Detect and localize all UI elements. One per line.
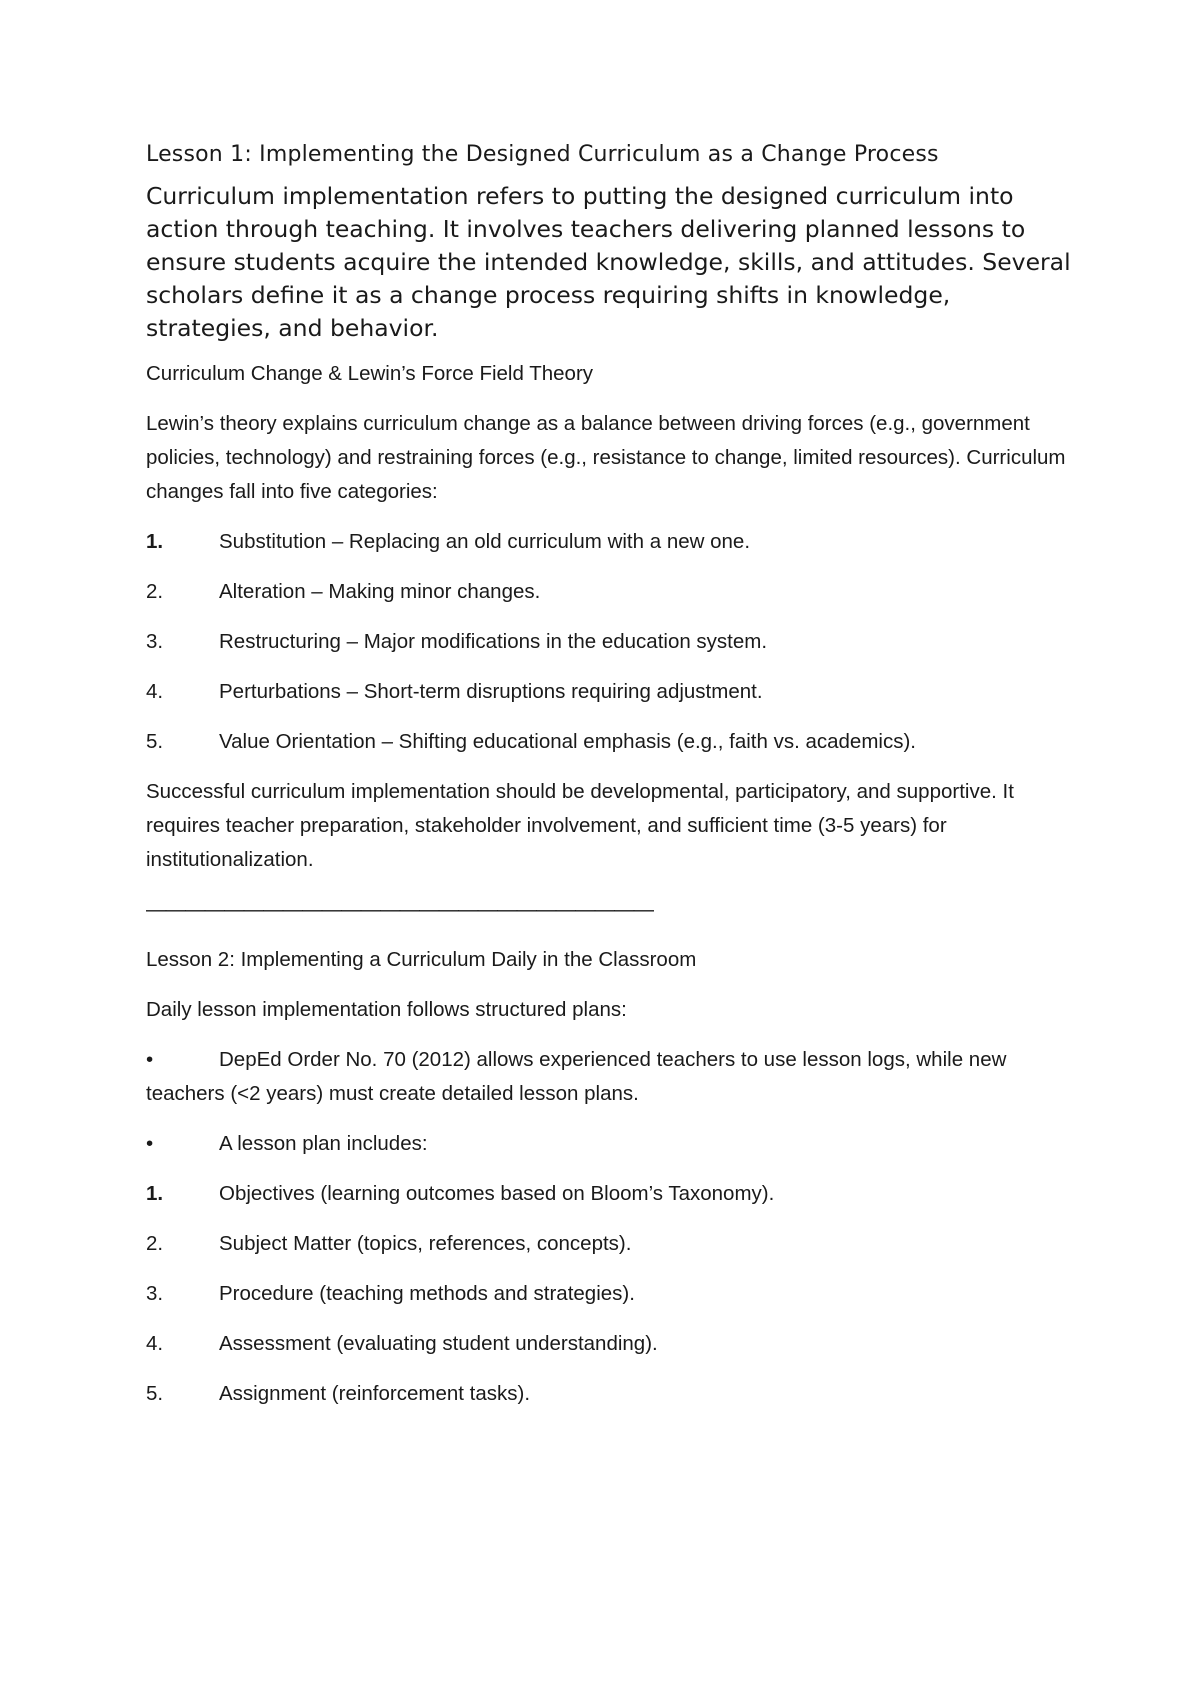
bullet-marker: •: [146, 1048, 154, 1071]
list-item: [146, 525, 1076, 559]
list-item: [146, 625, 1076, 659]
list-item-text: Subject Matter (topics, references, concepts).: [219, 1232, 632, 1255]
bullet-text: A lesson plan includes:: [219, 1132, 428, 1155]
lesson2-title: Lesson 2: Implementing a Curriculum Daily in the Classroom: [146, 948, 697, 971]
list-number: 4.: [146, 680, 164, 703]
list-item: [146, 1327, 1076, 1361]
list-item: [146, 1277, 1076, 1311]
list-item-text: Assignment (reinforcement tasks).: [219, 1382, 531, 1405]
list-item: [146, 725, 1076, 759]
lesson1-intro: Curriculum implementation refers to putting the designed curriculum into action through teaching. It involves teachers delivering planned lessons to ensure students acquire the intended knowledge, skills, and attitudes. Several scholars define it as a change process requiring shifts in knowledge, strategies, and behavior.: [146, 182, 1071, 342]
list-number: 3.: [146, 1282, 164, 1305]
list-item-text: Perturbations – Short-term disruptions requiring adjustment.: [219, 680, 763, 703]
list-item-text: Alteration – Making minor changes.: [219, 580, 541, 603]
list-number: 5.: [146, 730, 164, 753]
lesson-plan-parts-list: [146, 1177, 1076, 1411]
lesson1-conclusion: Successful curriculum implementation should be developmental, participatory, and supportive. It requires teacher preparation, stakeholder involvement, and sufficient time (3-5 years) for institutionalization.: [146, 780, 1014, 871]
bullet-text: DepEd Order No. 70 (2012) allows experienced teachers to use lesson logs, while new teachers (<2 years) must create detailed lesson plans.: [146, 1048, 1007, 1105]
lesson1-paragraph: Lewin’s theory explains curriculum change as a balance between driving forces (e.g., government policies, technology) and restraining forces (e.g., resistance to change, limited resources). Curriculum changes fall into five categories:: [146, 412, 1066, 503]
list-item-text: Value Orientation – Shifting educational emphasis (e.g., faith vs. academics).: [219, 730, 916, 753]
list-item: [146, 1177, 1076, 1211]
bullet-item: [146, 1127, 1076, 1161]
list-item: [146, 675, 1076, 709]
section-separator: ——————————————————————————: [146, 898, 653, 921]
list-item-text: Substitution – Replacing an old curriculum with a new one.: [219, 530, 751, 553]
list-item: [146, 1227, 1076, 1261]
list-number: 5.: [146, 1382, 164, 1405]
list-number: 1.: [146, 530, 164, 553]
list-item-text: Restructuring – Major modifications in the education system.: [219, 630, 768, 653]
list-number: 1.: [146, 1182, 164, 1205]
list-item: [146, 575, 1076, 609]
document-content: [146, 140, 1076, 1427]
list-item-text: Objectives (learning outcomes based on Bloom’s Taxonomy).: [219, 1182, 775, 1205]
bullet-item: [146, 1043, 1076, 1111]
list-item: [146, 1377, 1076, 1411]
list-number: 4.: [146, 1332, 164, 1355]
lesson1-title: Lesson 1: Implementing the Designed Curriculum as a Change Process: [146, 142, 939, 167]
change-categories-list: [146, 525, 1076, 759]
list-number: 2.: [146, 580, 164, 603]
list-item-text: Procedure (teaching methods and strategies).: [219, 1282, 635, 1305]
list-number: 3.: [146, 630, 164, 653]
lesson2-bullets: [146, 1043, 1076, 1161]
bullet-marker: •: [146, 1132, 154, 1155]
list-item-text: Assessment (evaluating student understanding).: [219, 1332, 658, 1355]
list-number: 2.: [146, 1232, 164, 1255]
lesson2-intro: Daily lesson implementation follows structured plans:: [146, 998, 627, 1021]
lesson1-subheading: Curriculum Change & Lewin’s Force Field Theory: [146, 362, 594, 385]
